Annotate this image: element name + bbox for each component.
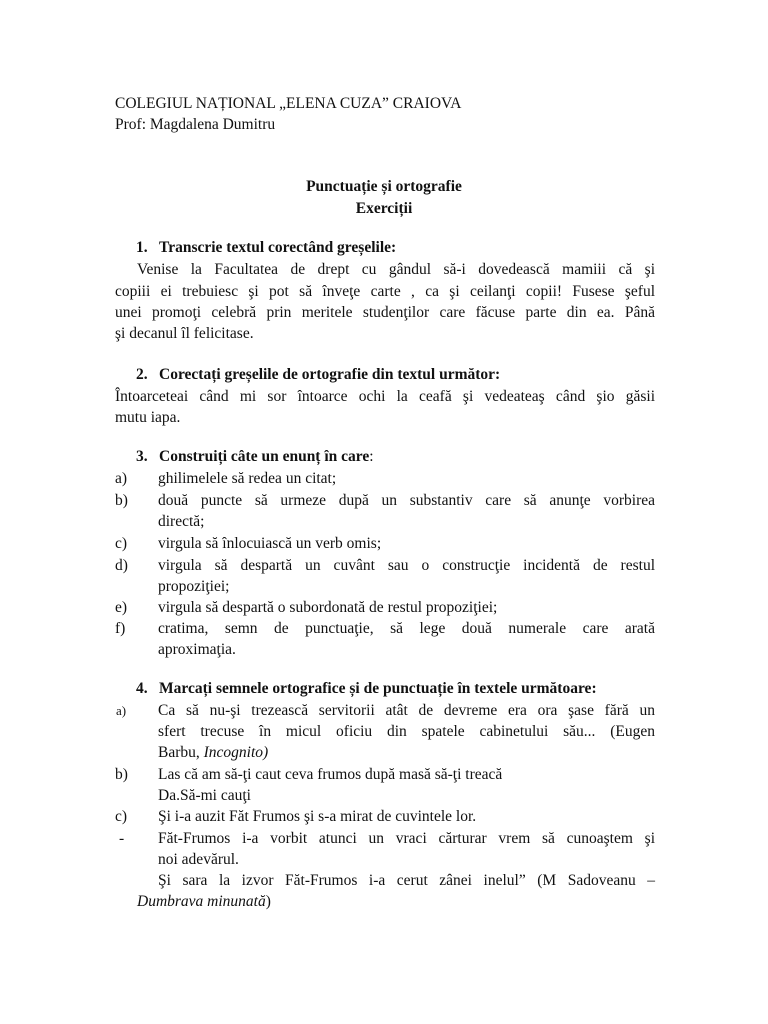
list-item: aproximaţia.: [158, 641, 236, 658]
list-item: propoziţiei;: [158, 578, 230, 595]
exercise-2-number: 2.: [136, 366, 148, 383]
list-marker: b): [115, 766, 128, 783]
list-marker: b): [115, 492, 128, 509]
list-item: noi adevărul.: [158, 851, 239, 868]
list-marker: a): [116, 703, 127, 718]
exercise-3-number: 3.: [136, 448, 148, 465]
list-item: [137, 891, 271, 913]
exercise-4-heading: Marcați semnele ortografice și de punctuație în textele următoare:: [159, 680, 597, 697]
exercise-1-line: copiii ei trebuiesc şi pot să înveţe carte , ca şi ceilanţi copii! Fusese şeful: [115, 283, 655, 300]
list-marker: -: [119, 830, 125, 847]
school-name: COLEGIUL NAȚIONAL „ELENA CUZA” CRAIOVA: [115, 95, 462, 112]
list-item: directă;: [158, 513, 205, 530]
exercise-1-heading: Transcrie textul corectând greșelile:: [159, 239, 397, 256]
exercise-3-heading: [159, 446, 374, 468]
teacher-name: Prof: Magdalena Dumitru: [115, 116, 276, 133]
citation-author: Barbu,: [158, 744, 204, 761]
list-marker: d): [115, 557, 128, 574]
list-item: sfert trecuse în micul oficiu din spatele cabinetului său... (Eugen: [158, 723, 655, 740]
list-item: cratima, semn de punctuaţie, să lege două numerale care arată: [158, 620, 655, 637]
list-item: virgula să despartă un cuvânt sau o construcţie incidentă de restul: [158, 557, 655, 574]
exercise-1-number: 1.: [136, 239, 148, 256]
citation-work: Incognito): [203, 744, 269, 761]
list-item: Şi sara la izvor Făt-Frumos i-a cerut zânei inelul” (M Sadoveanu –: [158, 872, 655, 889]
page-title: Punctuație și ortografie: [306, 178, 462, 195]
list-item: Ca să nu-şi trezească servitorii atât de devreme era ora şase fără un: [158, 702, 655, 719]
exercise-2-line: mutu iapa.: [115, 409, 181, 426]
exercise-1-line: Venise la Facultatea de drept cu gândul să-i dovedească mamiii că şi: [137, 261, 655, 278]
list-item: virgula să înlocuiască un verb omis;: [158, 535, 382, 552]
list-item: ghilimelele să redea un citat;: [158, 470, 337, 487]
list-item: Făt-Frumos i-a vorbit atunci un vraci cărturar vrem să cunoaştem şi: [158, 830, 655, 847]
exercise-4-number: 4.: [136, 680, 148, 697]
list-marker: c): [115, 808, 128, 825]
citation-close: ): [265, 893, 271, 910]
list-item: două puncte să urmeze după un substantiv care să anunţe vorbirea: [158, 492, 655, 509]
exercise-3-heading-text: Construiți câte un enunț în care: [159, 448, 370, 465]
exercise-1-line: şi decanul îl felicitase.: [115, 325, 254, 342]
list-item: Da.Să-mi cauţi: [158, 787, 251, 804]
list-marker: f): [115, 620, 126, 637]
exercise-3-heading-colon: :: [369, 448, 374, 465]
exercise-2-line: Întoarceteai când mi sor întoarce ochi la ceafă şi vedeateaş când şio găsii: [115, 388, 655, 405]
list-item: Las că am să-ţi caut ceva frumos după masă să-ţi treacă: [158, 766, 503, 783]
exercise-2-heading: Corectați greșelile de ortografie din textul următor:: [159, 366, 501, 383]
list-marker: e): [115, 599, 128, 616]
list-marker: a): [115, 470, 128, 487]
list-item: [158, 742, 268, 764]
page-subtitle: Exerciții: [355, 200, 413, 217]
list-item: virgula să despartă o subordonată de restul propoziţiei;: [158, 599, 498, 616]
exercise-1-line: unei promoţi celebră prin meritele studenţilor care făcuse parte din ea. Până: [115, 304, 655, 321]
list-marker: c): [115, 535, 128, 552]
list-item: Şi i-a auzit Făt Frumos şi s-a mirat de cuvintele lor.: [158, 808, 477, 825]
citation-work: Dumbrava minunată: [137, 893, 266, 910]
